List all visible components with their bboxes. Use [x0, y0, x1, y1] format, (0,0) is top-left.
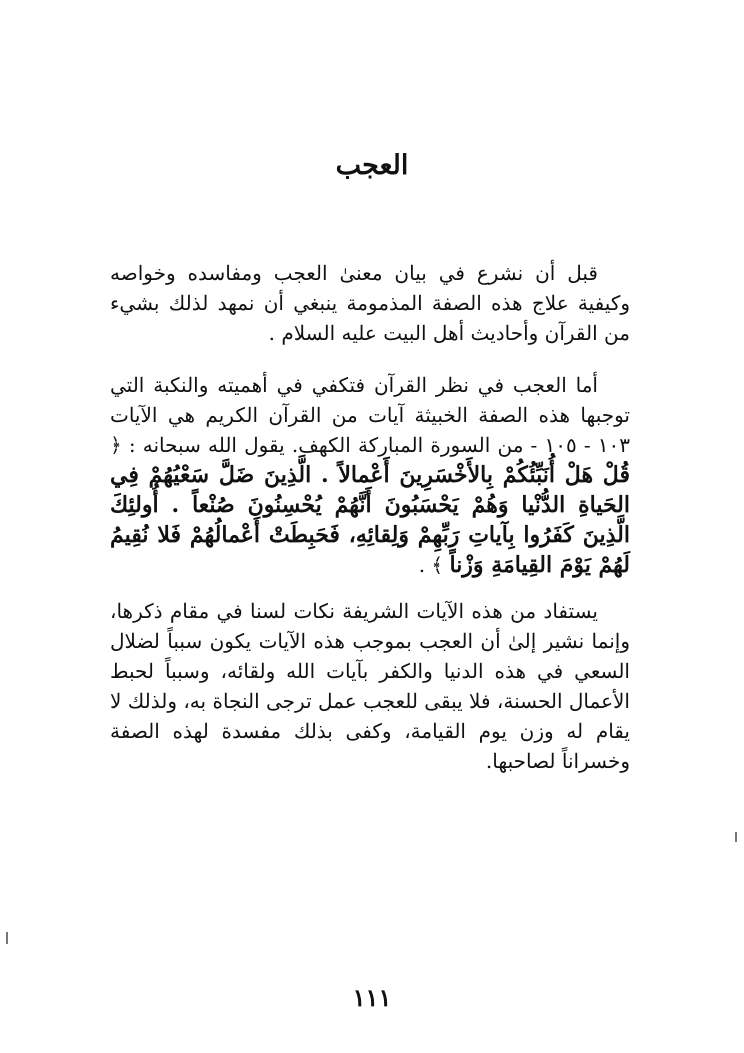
scan-edge-mark-right: [735, 832, 737, 842]
body-text: [110, 258, 630, 776]
paragraph-quran-intro: أما العجب في نظر القرآن فتكفي في أهميته والنكبة التي توجبها هذه الصفة الخبيثة آيات من القرآن الكريم هي الآيات ١٠٣ - ١٠٥ - من السورة المباركة الكهف. يقول الله سبحانه :: [110, 373, 630, 457]
chapter-title: العجب: [335, 150, 409, 181]
scan-edge-mark-left: [6, 932, 8, 944]
paragraph-intro: قبل أن نشرع في بيان معنىٰ العجب ومفاسده وخواصه وكيفية علاج هذه الصفة المذمومة ينبغي أن نمهد لذلك بشيء من القرآن وأحاديث أهل البيت عليه السلام .: [110, 261, 630, 345]
paragraph-quran: [110, 370, 630, 580]
verse-close-bracket: ﴾ .: [418, 553, 444, 577]
page-number: ١١١: [352, 983, 392, 1012]
verse-open-bracket: ﴿: [110, 433, 122, 457]
quran-verse: قُلْ هَلْ أُنَبِّئُكُمْ بِالأَخْسَرِينَ أَعْمالاً . الَّذِينَ ضَلَّ سَعْيُهُمْ فِي الحَياةِ الدُّنْيا وَهُمْ يَحْسَبُونَ أَنَّهُمْ يُحْسِنُونَ صُنْعاً . أُولئِكَ الَّذِينَ كَفَرُوا بِآياتِ رَبِّهِمْ وَلِقائِهِ، فَحَبِطَتْ أَعْمالُهُمْ فَلا نُقِيمُ لَهُمْ يَوْمَ القِيامَةِ وَزْناً: [110, 462, 630, 578]
paragraph-commentary: يستفاد من هذه الآيات الشريفة نكات لسنا في مقام ذكرها، وإنما نشير إلىٰ أن العجب بموجب هذه الآيات يكون سبباً لضلال السعي في هذه الدنيا والكفر بآيات الله ولقائه، وسبباً لحبط الأعمال الحسنة، فلا يبقى للعجب عمل ترجى النجاة به، ولذلك لا يقام له وزن يوم القيامة، وكفى بذلك مفسدة لهذه الصفة وخسراناً لصاحبها.: [110, 599, 630, 773]
